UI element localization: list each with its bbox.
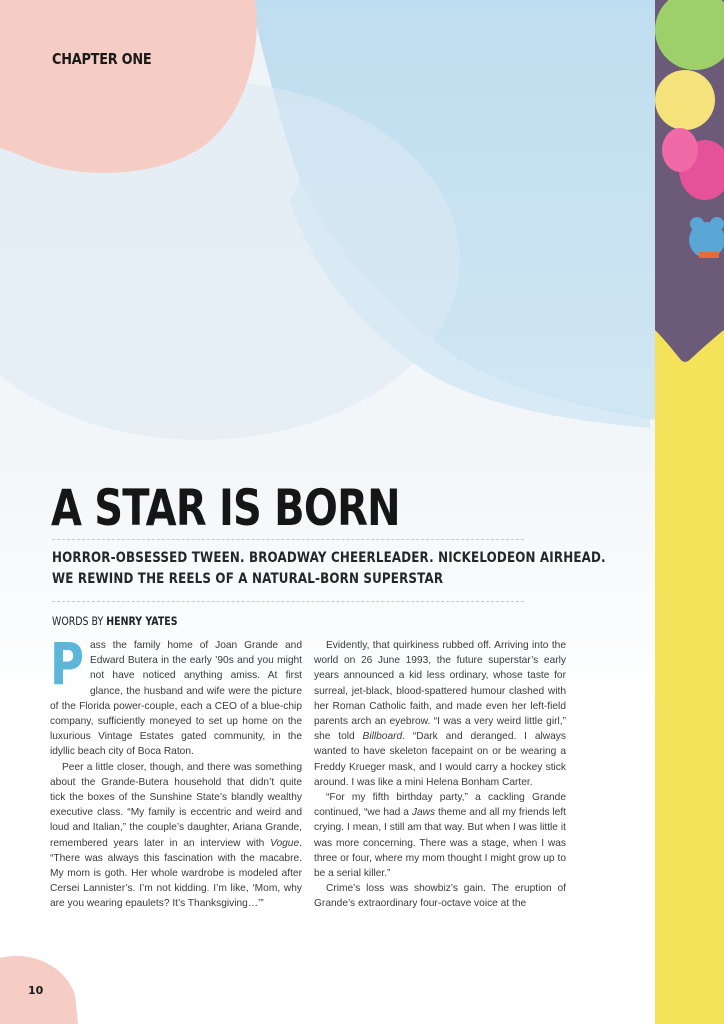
body-column-right — [314, 638, 566, 912]
paragraph-text: theme and all my friends left crying. I mean, I still am that way. But when I was little it was more concerning. There was a stage, when I was three or four, where my mom thought I might grow up to be a serial killer.” — [314, 807, 567, 880]
paragraph-text: . “There was always this fascination with the macabre. My mom is goth. Her whole wardrobe is modeled after Cersei Lannister’s. I’m not kidding. I’m like, ‘Mom, why are you wearing epaulets? It’s Thanksgiving…’” — [50, 837, 302, 910]
byline-author: HENRY YATES — [106, 614, 178, 628]
standfirst — [52, 548, 606, 590]
byline — [52, 614, 178, 628]
standfirst-line-1: HORROR-OBSESSED TWEEN. BROADWAY CHEERLEADER. NICKELODEON AIRHEAD. — [52, 550, 606, 566]
paragraph — [314, 638, 566, 790]
paragraph-text: Evidently, that quirkiness rubbed off. Arriving into the world on 26 June 1993, the future superstar’s early years announced a kid less ordinary, whose taste for surreal, jet-black, blood-spattered humour clashed with her Roman Catholic faith, and made even her left-field parents arch an eyebrow. “I was a very weird little girl,” she told — [314, 640, 566, 743]
paragraph-text: ass the family home of Joan Grande and Edward Butera in the early ’90s and you might not have noticed anything amiss. At first glance, the husband and wife were the picture of the Florida power-couple, each a CEO of a blue-chip company, sufficiently moneyed to set up home on the luxurious Vintage Estates gated community, in the idyllic beach city of Boca Raton. — [50, 640, 302, 758]
photo-image — [655, 0, 724, 1024]
divider-bottom — [52, 601, 524, 602]
paragraph-text: Peer a little closer, though, and there was something about the Grande-Butera household that didn’t quite tick the boxes of the Sunshine State’s blandly wealthy executive class. “My family is eccentric and weird and loud and Italian,” the couple’s daughter, Ariana Grande, remembered years later in an interview with — [50, 761, 302, 849]
chapter-label: CHAPTER ONE — [52, 50, 152, 68]
page-number: 10 — [28, 984, 44, 997]
paragraph — [50, 630, 302, 760]
paragraph — [50, 760, 302, 912]
divider-top — [52, 539, 524, 540]
paragraph-text: . “Dark and deranged. I always wanted to have skeleton facepaint on or be wearing a Freddy Krueger mask, and I would carry a hockey stick around. I was like a mini Helena Bonham Carter. — [314, 731, 566, 788]
photo-strip — [655, 0, 724, 1024]
publication-name: Vogue — [270, 837, 300, 849]
publication-name: Billboard — [362, 731, 403, 743]
body-column-left — [50, 630, 302, 912]
paragraph-text: “For my fifth birthday party,” a cackling Grande continued, “we had a — [314, 792, 566, 819]
article-headline: A STAR IS BORN — [51, 479, 400, 537]
paragraph: Crime’s loss was showbiz’s gain. The eruption of Grande’s extraordinary four-octave voice at the — [314, 883, 566, 910]
drop-cap: P — [50, 630, 85, 698]
film-title: Jaws — [411, 807, 436, 819]
paragraph — [314, 790, 566, 881]
standfirst-line-2: WE REWIND THE REELS OF A NATURAL-BORN SUPERSTAR — [52, 571, 444, 587]
byline-prefix: WORDS BY — [52, 614, 104, 628]
